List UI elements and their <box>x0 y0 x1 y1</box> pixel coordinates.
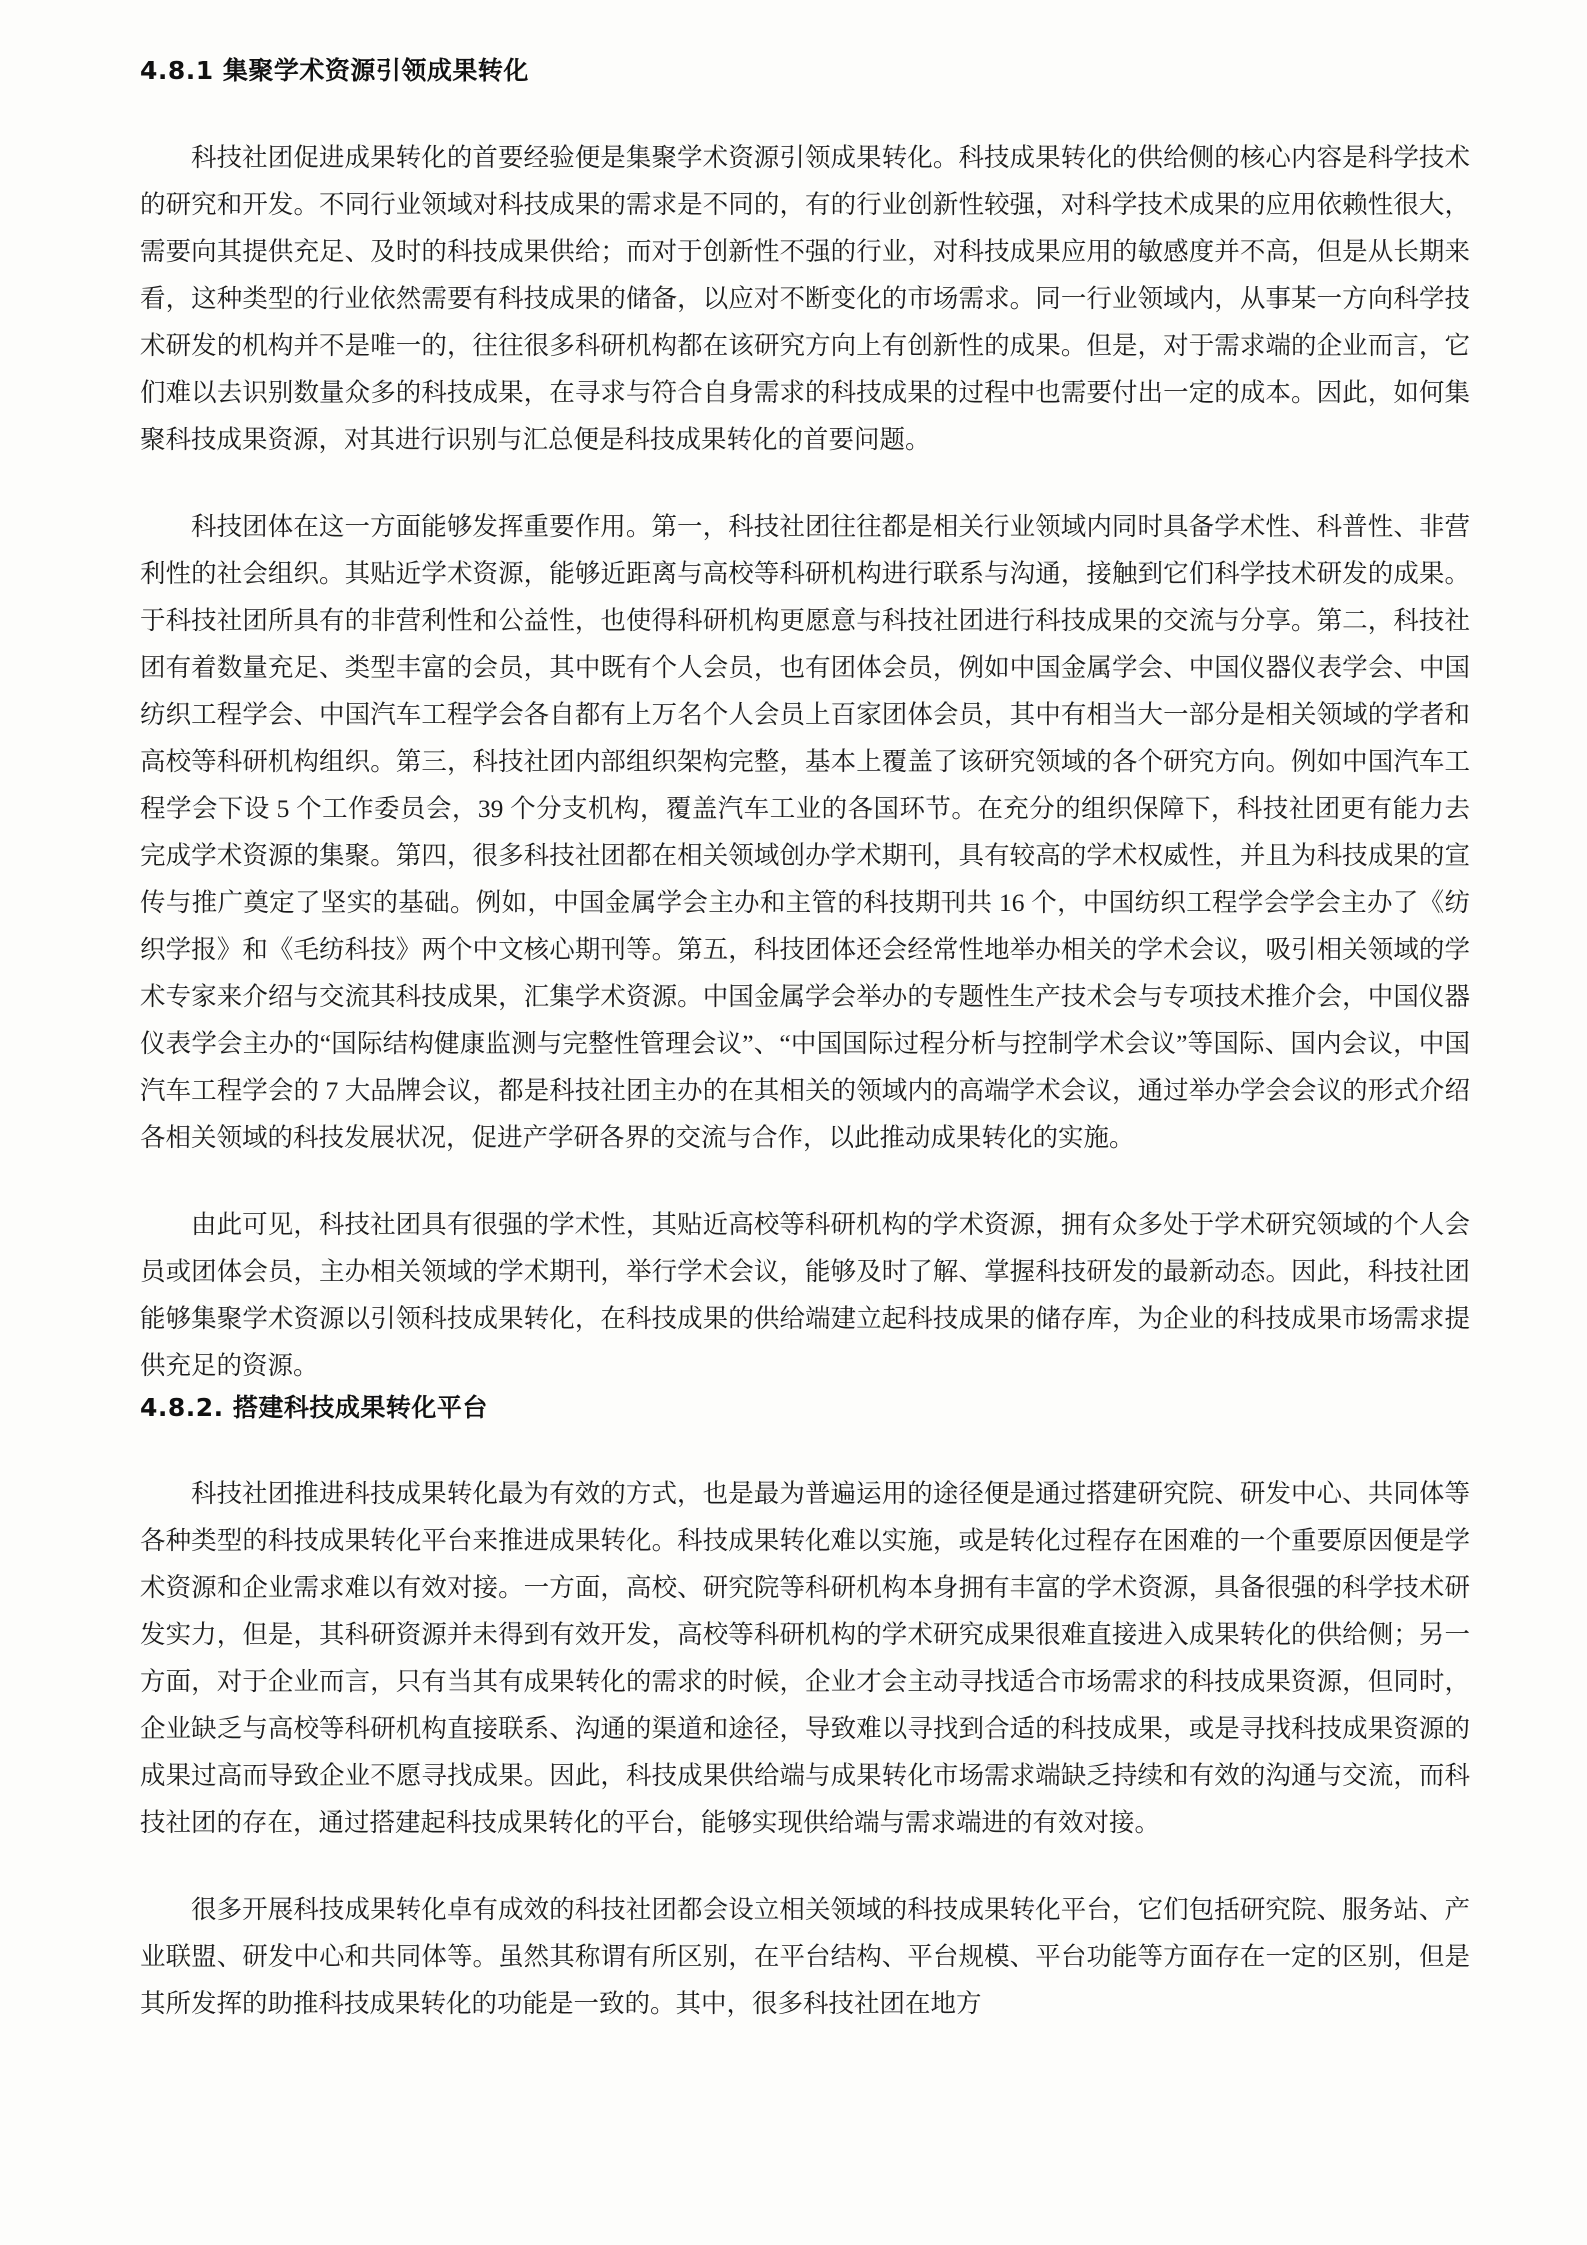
section-heading-4-8-1: 4.8.1 集聚学术资源引领成果转化 <box>140 56 529 85</box>
paragraph-4-8-1-2: 科技团体在这一方面能够发挥重要作用。第一，科技社团往往都是相关行业领域内同时具备学术性、科普性、非营利性的社会组织。其贴近学术资源，能够近距离与高校等科研机构进行联系与沟通，接触到它们科学技术研发的成果。于科技社团所具有的非营利性和公益性，也使得科研机构更愿意与科技社团进行科技成果的交流与分享。第二，科技社团有着数量充足、类型丰富的会员，其中既有个人会员，也有团体会员，例如中国金属学会、中国仪器仪表学会、中国纺织工程学会、中国汽车工程学会各自都有上万名个人会员上百家团体会员，其中有相当大一部分是相关领域的学者和高校等科研机构组织。第三，科技社团内部组织架构完整，基本上覆盖了该研究领域的各个研究方向。例如中国汽车工程学会下设 5 个工作委员会，39 个分支机构，覆盖汽车工业的各国环节。在充分的组织保障下，科技社团更有能力去完成学术资源的集聚。第四，很多科技社团都在相关领域创办学术期刊，具有较高的学术权威性，并且为科技成果的宣传与推广奠定了坚实的基础。例如，中国金属学会主办和主管的科技期刊共 16 个，中国纺织工程学会学会主办了《纺织学报》和《毛纺科技》两个中文核心期刊等。第五，科技团体还会经常性地举办相关的学术会议，吸引相关领域的学术专家来介绍与交流其科技成果，汇集学术资源。中国金属学会举办的专题性生产技术会与专项技术推介会，中国仪器仪表学会主办的“国际结构健康监测与完整性管理会议”、“中国国际过程分析与控制学术会议”等国际、国内会议，中国汽车工程学会的 7 大品牌会议，都是科技社团主办的在其相关的领域内的高端学术会议，通过举办学会会议的形式介绍各相关领域的科技发展状况，促进产学研各界的交流与合作，以此推动成果转化的实施。 <box>140 511 1470 1152</box>
page-content-column <box>140 52 1470 2027</box>
paragraph-4-8-1-3: 由此可见，科技社团具有很强的学术性，其贴近高校等科研机构的学术资源，拥有众多处于学术研究领域的个人会员或团体会员，主办相关领域的学术期刊，举行学术会议，能够及时了解、掌握科技研发的最新动态。因此，科技社团能够集聚学术资源以引领科技成果转化，在科技成果的供给端建立起科技成果的储存库，为企业的科技成果市场需求提供充足的资源。 <box>140 1209 1470 1380</box>
paragraph-4-8-2-2: 很多开展科技成果转化卓有成效的科技社团都会设立相关领域的科技成果转化平台，它们包括研究院、服务站、产业联盟、研发中心和共同体等。虽然其称谓有所区别，在平台结构、平台规模、平台功能等方面存在一定的区别，但是其所发挥的助推科技成果转化的功能是一致的。其中，很多科技社团在地方 <box>140 1895 1470 2018</box>
paragraph-4-8-2-1: 科技社团推进科技成果转化最为有效的方式，也是最为普遍运用的途径便是通过搭建研究院、研发中心、共同体等各种类型的科技成果转化平台来推进成果转化。科技成果转化难以实施，或是转化过程存在困难的一个重要原因便是学术资源和企业需求难以有效对接。一方面，高校、研究院等科研机构本身拥有丰富的学术资源，具备很强的科学技术研发实力，但是，其科研资源并未得到有效开发，高校等科研机构的学术研究成果很难直接进入成果转化的供给侧；另一方面，对于企业而言，只有当其有成果转化的需求的时候，企业才会主动寻找适合市场需求的科技成果资源，但同时，企业缺乏与高校等科研机构直接联系、沟通的渠道和途径，导致难以寻找到合适的科技成果，或是寻找科技成果资源的成果过高而导致企业不愿寻找成果。因此，科技成果供给端与成果转化市场需求端缺乏持续和有效的沟通与交流，而科技社团的存在，通过搭建起科技成果转化的平台，能够实现供给端与需求端进的有效对接。 <box>140 1479 1470 1837</box>
section-heading-4-8-2: 4.8.2. 搭建科技成果转化平台 <box>140 1392 488 1422</box>
paragraph-4-8-1-1: 科技社团促进成果转化的首要经验便是集聚学术资源引领成果转化。科技成果转化的供给侧的核心内容是科学技术的研究和开发。不同行业领域对科技成果的需求是不同的，有的行业创新性较强，对科学技术成果的应用依赖性很大，需要向其提供充足、及时的科技成果供给；而对于创新性不强的行业，对科技成果应用的敏感度并不高，但是从长期来看，这种类型的行业依然需要有科技成果的储备，以应对不断变化的市场需求。同一行业领域内，从事某一方向科学技术研发的机构并不是唯一的，往往很多科研机构都在该研究方向上有创新性的成果。但是，对于需求端的企业而言，它们难以去识别数量众多的科技成果，在寻求与符合自身需求的科技成果的过程中也需要付出一定的成本。因此，如何集聚科技成果资源，对其进行识别与汇总便是科技成果转化的首要问题。 <box>140 142 1470 454</box>
